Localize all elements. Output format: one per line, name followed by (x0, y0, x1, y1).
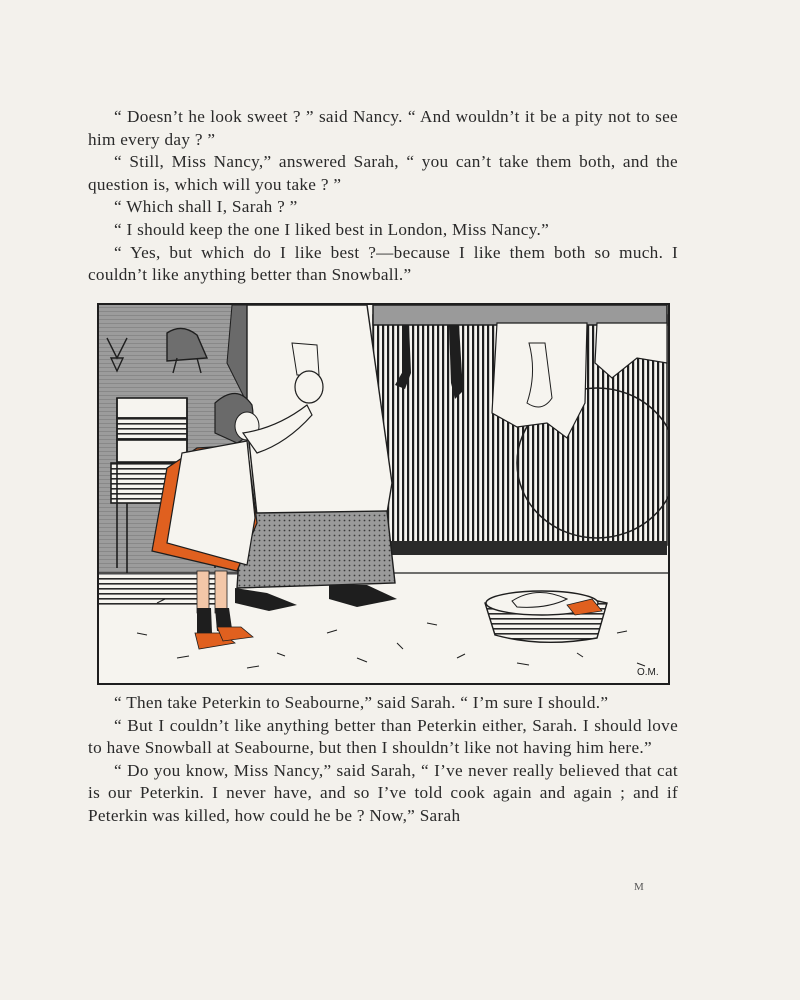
bottom-text-block (88, 692, 678, 828)
paragraph: “ Yes, but which do I like best ?—because I like them both so much. I couldn’t like anything better than Snowball.” (88, 242, 678, 285)
paragraph: “ Which shall I, Sarah ? ” (114, 197, 298, 217)
top-text-block (88, 106, 678, 287)
paragraph: “ Do you know, Miss Nancy,” said Sarah, “ I’ve never really believed that cat is our Peterkin. I never have, and so I’ve told cook again and again ; and if Peterkin was killed, how could he be ? Now,” Sarah (88, 760, 678, 825)
illustration (97, 303, 670, 685)
paragraph: “ But I couldn’t like anything better than Peterkin either, Sarah. I should love to have Snowball at Seabourne, but then I shouldn’t like not having him here.” (88, 715, 678, 758)
paragraph: “ Doesn’t he look sweet ? ” said Nancy. “ And wouldn’t it be a pity not to see him every day ? ” (88, 107, 678, 149)
paragraph: “ I should keep the one I liked best in London, Miss Nancy.” (114, 219, 550, 239)
paragraph: “ Then take Peterkin to Seabourne,” said Sarah. “ I’m sure I should.” (114, 693, 609, 712)
basket-with-cat (485, 591, 607, 642)
woman-figure (227, 305, 397, 611)
signature-mark: M (634, 881, 644, 893)
paragraph: “ Still, Miss Nancy,” answered Sarah, “ you can’t take them both, and the question is, which will you take ? ” (88, 152, 678, 194)
artist-signature: O.M. (637, 667, 659, 678)
